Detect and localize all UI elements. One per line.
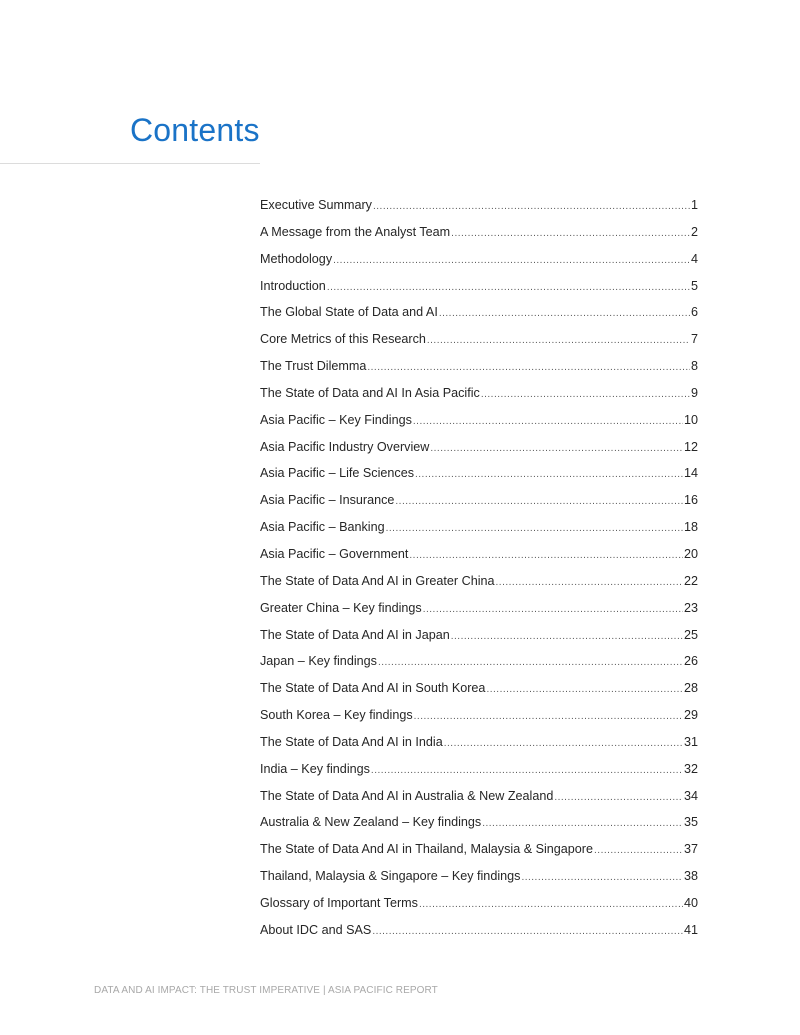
toc-dot-leader [482,818,683,829]
toc-page-number: 28 [683,681,698,696]
toc-entry[interactable] [260,708,698,735]
toc-dot-leader [327,282,690,293]
toc-entry-title: Australia & New Zealand – Key findings [260,815,482,830]
toc-entry[interactable] [260,305,698,332]
page-title: Contents [130,112,260,148]
toc-entry-title: Asia Pacific – Life Sciences [260,466,414,481]
toc-entry[interactable] [260,869,698,896]
toc-page-number: 23 [683,600,698,615]
toc-entry-title: The State of Data And AI in Thailand, Malaysia & Singapore [260,842,594,857]
toc-entry[interactable] [260,440,698,467]
toc-dot-leader [439,308,690,319]
toc-entry-title: Introduction [260,278,326,293]
toc-entry[interactable] [260,252,698,279]
toc-dot-leader [427,335,690,346]
toc-entry[interactable] [260,762,698,789]
toc-entry-title: Asia Pacific – Key Findings [260,412,412,427]
toc-entry[interactable] [260,279,698,306]
toc-page-number: 5 [690,278,698,293]
toc-entry-title: South Korea – Key findings [260,708,413,723]
toc-page-number: 35 [683,815,698,830]
toc-page-number: 14 [683,466,698,481]
toc-dot-leader [521,872,683,883]
toc-dot-leader [373,201,690,212]
toc-page-number: 41 [683,922,698,937]
toc-dot-leader [386,523,683,534]
toc-entry[interactable] [260,493,698,520]
toc-entry[interactable] [260,547,698,574]
toc-page-number: 18 [683,520,698,535]
toc-dot-leader [496,577,683,588]
toc-entry[interactable] [260,601,698,628]
toc-entry-title: Asia Pacific – Insurance [260,493,395,508]
toc-entry-title: Japan – Key findings [260,654,377,669]
toc-dot-leader [415,469,683,480]
toc-page-number: 12 [683,439,698,454]
page-footer: DATA AND AI IMPACT: THE TRUST IMPERATIVE | ASIA PACIFIC REPORT [94,985,438,996]
toc-entry[interactable] [260,654,698,681]
toc-entry[interactable] [260,359,698,386]
toc-entry-title: India – Key findings [260,761,370,776]
toc-page-number: 38 [683,869,698,884]
toc-page-number: 4 [690,251,698,266]
toc-entry[interactable] [260,842,698,869]
toc-dot-leader [451,631,683,642]
toc-entry[interactable] [260,923,698,950]
toc-entry-title: A Message from the Analyst Team [260,224,451,239]
toc-entry-title: Asia Pacific – Government [260,546,409,561]
table-of-contents [260,198,698,950]
toc-page-number: 7 [690,332,698,347]
toc-dot-leader [423,604,683,615]
toc-entry-title: Executive Summary [260,198,372,212]
toc-dot-leader [414,711,683,722]
toc-page-number: 20 [683,546,698,561]
toc-entry[interactable] [260,466,698,493]
toc-entry-title: The Global State of Data and AI [260,305,438,320]
toc-dot-leader [409,550,683,561]
toc-entry[interactable] [260,815,698,842]
toc-page-number: 1 [690,198,698,212]
toc-entry-title: Asia Pacific – Banking [260,520,385,535]
toc-dot-leader [395,496,683,507]
toc-entry-title: The State of Data And AI in Japan [260,627,450,642]
toc-entry[interactable] [260,628,698,655]
toc-page-number: 26 [683,654,698,669]
toc-page-number: 32 [683,761,698,776]
toc-entry-title: Methodology [260,251,333,266]
toc-entry[interactable] [260,386,698,413]
toc-entry-title: About IDC and SAS [260,922,372,937]
toc-dot-leader [451,228,690,239]
toc-page-number: 29 [683,708,698,723]
toc-entry-title: Asia Pacific Industry Overview [260,439,430,454]
toc-dot-leader [481,389,690,400]
toc-dot-leader [333,255,690,266]
toc-entry[interactable] [260,520,698,547]
toc-entry[interactable] [260,574,698,601]
toc-dot-leader [554,792,683,803]
title-divider [0,163,260,164]
toc-entry[interactable] [260,735,698,762]
toc-entry[interactable] [260,789,698,816]
toc-entry[interactable] [260,198,698,225]
toc-entry-title: The State of Data And AI in Greater China [260,573,495,588]
toc-page-number: 22 [683,573,698,588]
toc-dot-leader [371,765,683,776]
toc-entry[interactable] [260,413,698,440]
toc-entry[interactable] [260,225,698,252]
toc-page-number: 10 [683,412,698,427]
toc-entry[interactable] [260,332,698,359]
toc-page-number: 2 [690,224,698,239]
toc-page-number: 9 [690,385,698,400]
toc-dot-leader [486,684,683,695]
toc-entry-title: The Trust Dilemma [260,359,367,374]
toc-dot-leader [444,738,683,749]
toc-entry-title: The State of Data And AI in Australia & New Zealand [260,788,554,803]
toc-page-number: 34 [683,788,698,803]
toc-page-number: 16 [683,493,698,508]
toc-dot-leader [367,362,690,373]
toc-dot-leader [413,416,683,427]
toc-dot-leader [372,926,683,937]
toc-entry-title: Glossary of Important Terms [260,895,418,910]
toc-entry[interactable] [260,681,698,708]
toc-dot-leader [594,845,683,856]
toc-entry-title: Greater China – Key findings [260,600,422,615]
toc-dot-leader [430,443,683,454]
toc-page-number: 8 [690,359,698,374]
toc-entry-title: Core Metrics of this Research [260,332,426,347]
toc-page-number: 25 [683,627,698,642]
toc-dot-leader [378,657,683,668]
toc-page-number: 40 [683,895,698,910]
toc-entry-title: The State of Data and AI In Asia Pacific [260,385,480,400]
toc-page-number: 31 [683,734,698,749]
toc-page-number: 37 [683,842,698,857]
toc-entry-title: The State of Data And AI in South Korea [260,681,486,696]
toc-entry-title: The State of Data And AI in India [260,734,443,749]
toc-dot-leader [419,899,683,910]
toc-entry-title: Thailand, Malaysia & Singapore – Key findings [260,869,521,884]
toc-page-number: 6 [690,305,698,320]
toc-entry[interactable] [260,896,698,923]
